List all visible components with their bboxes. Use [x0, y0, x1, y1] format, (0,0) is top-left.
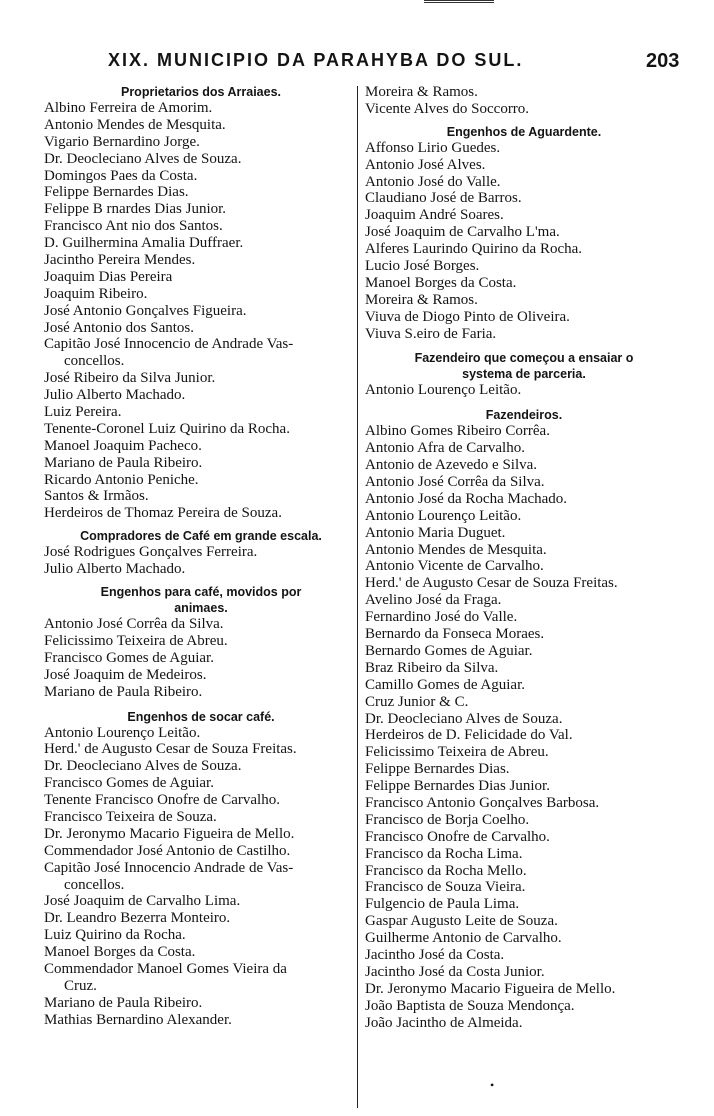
- list-item: Dr. Leandro Bezerra Monteiro.: [44, 910, 231, 927]
- list-item: Felippe Bernardes Dias Junior.: [365, 778, 550, 795]
- list-item: Vigario Bernardino Jorge.: [44, 133, 200, 150]
- list-item: Dr. Jeronymo Macario Figueira de Mello.: [44, 825, 295, 842]
- continuation-mark: •: [490, 1078, 495, 1092]
- list-item-continuation: concellos.: [64, 876, 125, 893]
- list-item: Jacintho Pereira Mendes.: [44, 252, 196, 269]
- list-item: Herdeiros de Thomaz Pereira de Souza.: [44, 505, 282, 522]
- list-item: Capitão José Innocencio Andrade de Vas-: [44, 859, 294, 876]
- list-item: Luiz Quirino da Rocha.: [44, 927, 186, 944]
- list-item: Francisco Teixeira de Souza.: [44, 808, 217, 825]
- list-item: Fernardino José do Valle.: [365, 609, 518, 626]
- running-header: [108, 50, 688, 80]
- page-title: XIX. MUNICIPIO DA PARAHYBA DO SUL.: [108, 50, 524, 70]
- right-column: [365, 84, 683, 1031]
- section-heading-proprietarios: Proprietarios dos Arraiaes.: [120, 85, 282, 99]
- list-item: Braz Ribeiro da Silva.: [365, 659, 499, 676]
- list-item: Jacintho José da Costa.: [365, 946, 505, 963]
- section-heading-engenhos-animaes-cont: animaes.: [174, 601, 228, 616]
- list-item: Francisco Antonio Gonçalves Barbosa.: [365, 794, 600, 811]
- list-item: Santos & Irmãos.: [44, 488, 149, 505]
- list-engenhos-animaes: [44, 616, 358, 700]
- list-item: Commendador José Antonio de Castilho.: [44, 842, 291, 859]
- section-heading-aguardente: Engenhos de Aguardente.: [446, 124, 602, 139]
- list-item: Dr. Deocleciano Alves de Souza.: [365, 710, 563, 727]
- list-item: José Antonio dos Santos.: [44, 319, 195, 336]
- list-item: Antonio Afra de Carvalho.: [365, 440, 525, 457]
- list-item: Tenente-Coronel Luiz Quirino da Rocha.: [44, 420, 290, 437]
- list-item: Guilherme Antonio de Carvalho.: [365, 930, 562, 947]
- list-item: Antonio Mendes de Mesquita.: [44, 116, 226, 133]
- list-item: Antonio Lourenço Leitão.: [44, 724, 201, 741]
- list-item: Francisco de Borja Coelho.: [365, 811, 530, 828]
- list-item: Jacintho José da Costa Junior.: [365, 963, 545, 980]
- list-item: Cruz Junior & C.: [365, 693, 469, 710]
- section-heading-engenhos-animaes: Engenhos para café, movidos por: [100, 585, 302, 600]
- list-item: Francisco Gomes de Aguiar.: [44, 649, 214, 666]
- list-item: Francisco da Rocha Mello.: [365, 862, 527, 879]
- list-item: Manoel Borges da Costa.: [44, 944, 196, 961]
- list-item: Capitão José Innocencio de Andrade Vas-: [44, 336, 294, 353]
- list-item: Antonio Lourenço Leitão.: [365, 382, 522, 399]
- list-item: Mathias Bernardino Alexander.: [44, 1011, 232, 1028]
- list-item: Albino Gomes Ribeiro Corrêa.: [365, 423, 550, 440]
- list-item: Dr. Jeronymo Macario Figueira de Mello.: [365, 980, 616, 997]
- list-item: Dr. Deocleciano Alves de Souza.: [44, 758, 242, 775]
- list-item: Felippe B rnardes Dias Junior.: [44, 201, 227, 218]
- list-item: Avelino José da Fraga.: [365, 592, 502, 609]
- list-item: Albino Ferreira de Amorim.: [44, 100, 213, 116]
- list-item: Francisco Onofre de Carvalho.: [365, 828, 550, 845]
- list-item: Moreira & Ramos.: [365, 84, 478, 100]
- list-item: D. Guilhermina Amalia Duffraer.: [44, 235, 244, 252]
- list-item: José Joaquim de Carvalho Lima.: [44, 893, 241, 910]
- list-item: José Rodrigues Gonçalves Ferreira.: [44, 544, 258, 561]
- list-item: Fulgencio de Paula Lima.: [365, 896, 520, 913]
- list-item: Joaquim Ribeiro.: [44, 285, 148, 302]
- list-item: Francisco Gomes de Aguiar.: [44, 775, 214, 792]
- section-heading-parceria: Fazendeiro que começou a ensaiar o: [414, 351, 634, 366]
- list-item: Antonio José Alves.: [365, 156, 486, 173]
- list-item: Joaquim André Soares.: [365, 207, 504, 224]
- list-item: Antonio Lourenço Leitão.: [365, 507, 522, 524]
- list-parceria: [365, 382, 683, 399]
- list-item: Antonio José Corrêa da Silva.: [44, 616, 224, 633]
- section-heading-compradores: Compradores de Café em grande escala.: [80, 529, 322, 544]
- list-aguardente: [365, 140, 683, 343]
- list-item: Antonio Vicente de Carvalho.: [365, 558, 544, 575]
- list-item: Moreira & Ramos.: [365, 291, 478, 308]
- section-heading-fazendeiros: Fazendeiros.: [485, 408, 563, 423]
- list-item: Antonio de Azevedo e Silva.: [365, 457, 538, 474]
- list-item: Francisco Ant nio dos Santos.: [44, 218, 223, 235]
- list-item: Antonio Maria Duguet.: [365, 524, 506, 541]
- list-item: José Antonio Gonçalves Figueira.: [44, 302, 247, 319]
- list-continued: [365, 84, 683, 118]
- list-item: Antonio José do Valle.: [365, 173, 501, 190]
- list-item: Joaquim Dias Pereira: [44, 268, 173, 285]
- list-proprietarios: [44, 100, 358, 522]
- list-item: Commendador Manoel Gomes Vieira da: [44, 960, 287, 977]
- list-item: Bernardo da Fonseca Moraes.: [365, 626, 545, 643]
- list-item: Luiz Pereira.: [44, 404, 122, 421]
- list-item: Viuva de Diogo Pinto de Oliveira.: [365, 308, 570, 325]
- list-item: Mariano de Paula Ribeiro.: [44, 683, 203, 700]
- list-item: Julio Alberto Machado.: [44, 561, 186, 578]
- list-item: Felippe Bernardes Dias.: [365, 761, 510, 778]
- list-item: Viuva S.eiro de Faria.: [365, 325, 497, 342]
- list-item: Vicente Alves do Soccorro.: [365, 100, 530, 117]
- list-item: Mariano de Paula Ribeiro.: [44, 994, 203, 1011]
- list-item: Claudiano José de Barros.: [365, 190, 522, 207]
- list-item: Francisco de Souza Vieira.: [365, 879, 526, 896]
- list-item: Felicissimo Teixeira de Abreu.: [365, 744, 549, 761]
- list-item: Domingos Paes da Costa.: [44, 167, 198, 184]
- list-item: João Jacintho de Almeida.: [365, 1014, 523, 1031]
- section-heading-parceria-cont: systema de parceria.: [462, 367, 586, 382]
- list-item: Felippe Bernardes Dias.: [44, 184, 189, 201]
- list-item: Manoel Joaquim Pacheco.: [44, 437, 202, 454]
- list-item: Manoel Borges da Costa.: [365, 274, 517, 291]
- list-item-continuation: concellos.: [64, 353, 125, 370]
- list-item: Gaspar Augusto Leite de Souza.: [365, 913, 558, 930]
- list-item: José Ribeiro da Silva Junior.: [44, 370, 216, 387]
- list-item: Antonio Mendes de Mesquita.: [365, 541, 547, 558]
- left-column: [44, 84, 358, 1029]
- list-item: Alferes Laurindo Quirino da Rocha.: [365, 241, 583, 258]
- list-item: Ricardo Antonio Peniche.: [44, 471, 199, 488]
- list-fazendeiros: [365, 423, 683, 1031]
- list-item: Herdeiros de D. Felicidade do Val.: [365, 727, 573, 744]
- list-item: Mariano de Paula Ribeiro.: [44, 454, 203, 471]
- list-item: João Baptista de Souza Mendonça.: [365, 997, 575, 1014]
- list-item: Bernardo Gomes de Aguiar.: [365, 642, 533, 659]
- list-item: José Joaquim de Medeiros.: [44, 666, 207, 683]
- list-compradores: [44, 544, 358, 578]
- list-item-continuation: Cruz.: [64, 977, 97, 994]
- list-item: Antonio José Corrêa da Silva.: [365, 474, 545, 491]
- list-item: Felicissimo Teixeira de Abreu.: [44, 632, 228, 649]
- list-item: Herd.' de Augusto Cesar de Souza Freitas.: [365, 575, 618, 592]
- list-item: Julio Alberto Machado.: [44, 387, 186, 404]
- section-heading-engenhos-socar: Engenhos de socar café.: [127, 709, 275, 724]
- list-item: Francisco da Rocha Lima.: [365, 845, 523, 862]
- top-ornament: [424, 0, 494, 7]
- list-item: Dr. Deocleciano Alves de Souza.: [44, 150, 242, 167]
- list-item: Lucio José Borges.: [365, 258, 480, 275]
- list-engenhos-socar: [44, 725, 358, 1029]
- list-item: Tenente Francisco Onofre de Carvalho.: [44, 792, 280, 809]
- list-item: Antonio José da Rocha Machado.: [365, 490, 568, 507]
- list-item: Herd.' de Augusto Cesar de Souza Freitas.: [44, 741, 297, 758]
- list-item: Camillo Gomes de Aguiar.: [365, 676, 525, 693]
- page-number: 203: [646, 50, 680, 72]
- list-item: Affonso Lirio Guedes.: [365, 139, 501, 156]
- list-item: José Joaquim de Carvalho L'ma.: [365, 224, 560, 241]
